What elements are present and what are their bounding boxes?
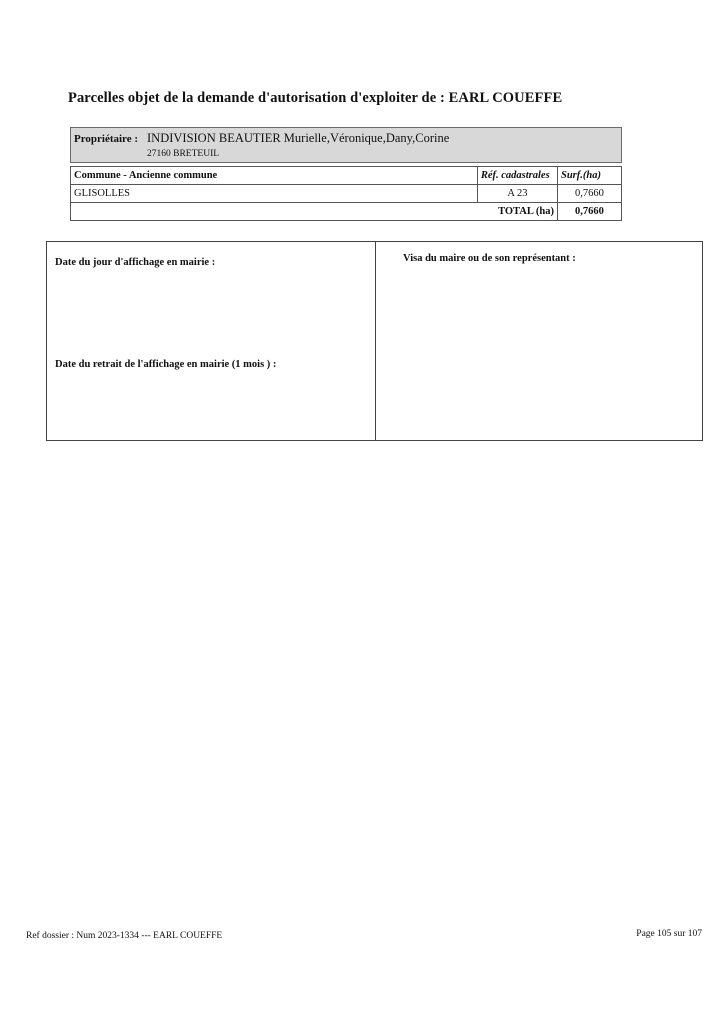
visa-box [46, 241, 703, 441]
page-title: Parcelles objet de la demande d'autorisation d'exploiter de : EARL COUEFFE [68, 90, 563, 106]
footer-ref: Ref dossier : Num 2023-1334 --- EARL COUEFFE [26, 931, 223, 941]
table-header-row [71, 167, 622, 185]
header-commune: Commune - Ancienne commune [71, 167, 478, 185]
visa-divider [375, 241, 376, 441]
owner-block [70, 127, 622, 163]
owner-city: 27160 BRETEUIL [147, 149, 220, 159]
owner-name: INDIVISION BEAUTIER Murielle,Véronique,Dany,Corine [147, 131, 450, 145]
cell-commune: GLISOLLES [71, 185, 478, 203]
footer-page-number: Page 105 sur 107 [636, 929, 702, 939]
visa-maire-label: Visa du maire ou de son représentant : [403, 253, 576, 264]
header-surface: Surf.(ha) [557, 167, 621, 185]
table-row [71, 185, 622, 203]
date-affichage-label: Date du jour d'affichage en mairie : [55, 257, 216, 268]
cell-surf: 0,7660 [557, 185, 621, 203]
owner-label: Propriétaire : [74, 133, 139, 145]
header-ref-cadastrales: Réf. cadastrales [477, 167, 557, 185]
total-row [71, 203, 622, 221]
total-value: 0,7660 [557, 203, 621, 221]
total-label: TOTAL (ha) [477, 203, 557, 221]
parcels-table [70, 166, 622, 221]
cell-ref: A 23 [477, 185, 557, 203]
date-retrait-label: Date du retrait de l'affichage en mairie (1 mois ) : [55, 359, 277, 370]
total-spacer [71, 203, 478, 221]
